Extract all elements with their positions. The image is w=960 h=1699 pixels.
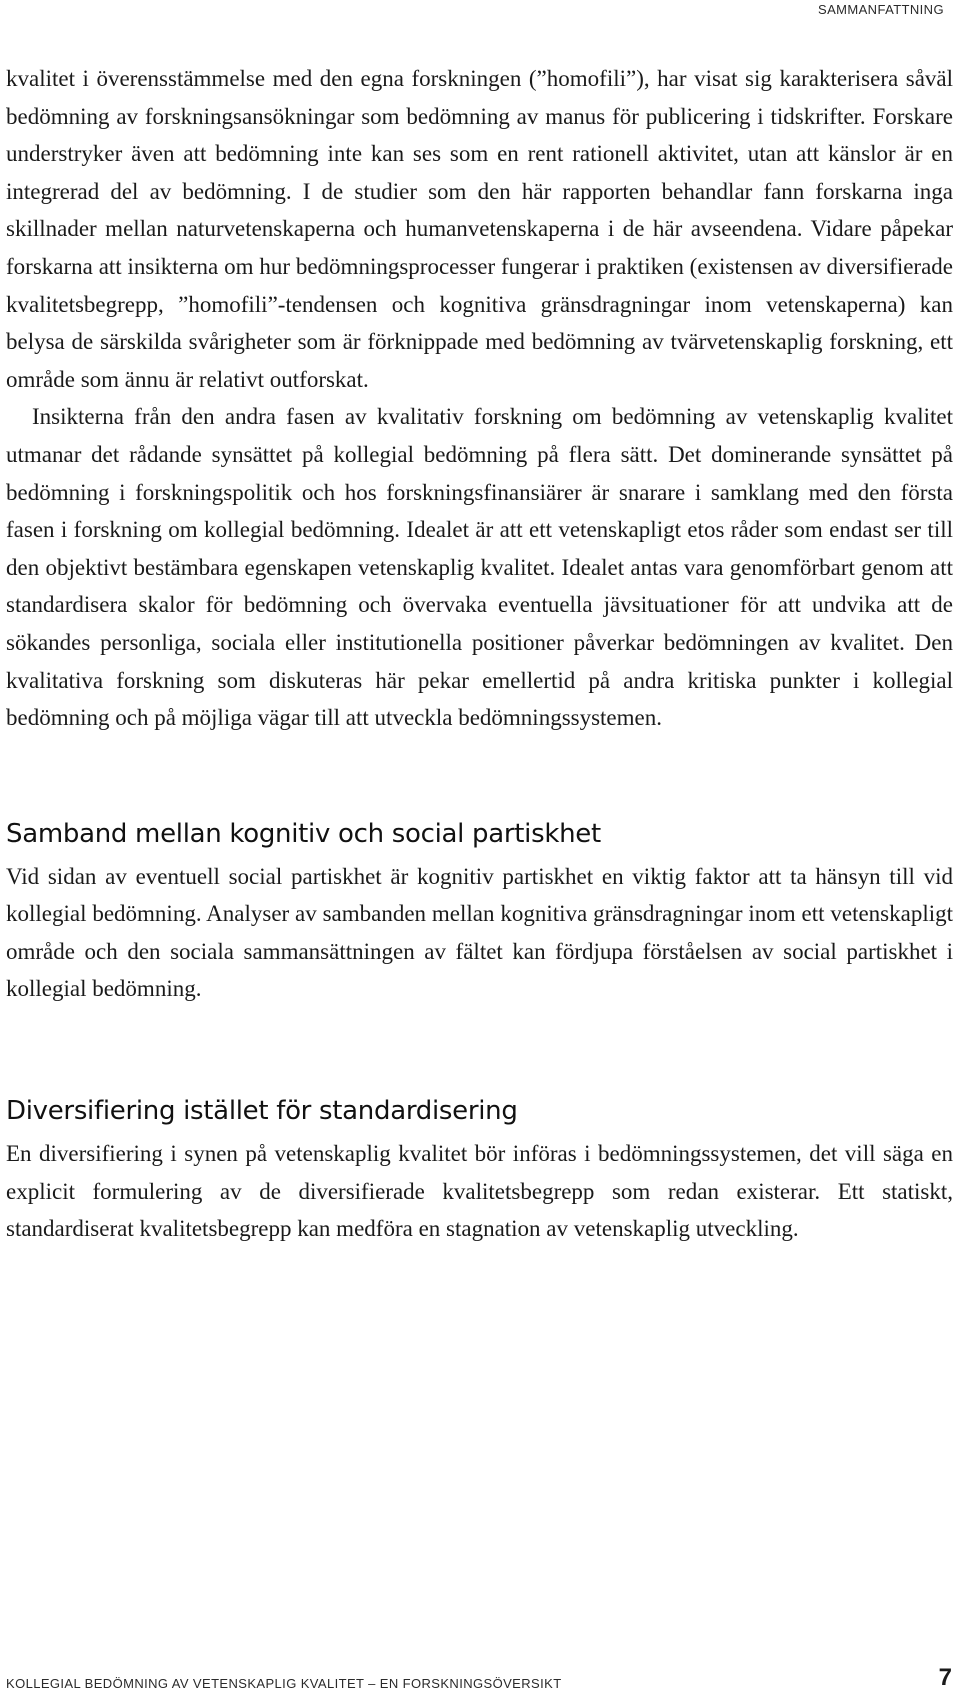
body-paragraph-2: Insikterna från den andra fasen av kvalitativ forskning om bedömning av vetenskaplig kvalitet utmanar det rådande synsättet på kollegial bedömning på flera sätt. Det dominerande synsättet på bedömning i forskningspolitik och hos forskningsfinansiärer är snarare i samklang med den första fasen i forskning om kollegial bedömning. Idealet är att ett vetenskapligt etos råder som endast ser till den objektivt bestämbara egenskapen vetenskaplig kvalitet. Idealet antas vara genomförbart genom att standardisera skalor för bedömning och övervaka eventuella jävsituationer för att undvika att de sökandes personliga, sociala eller institutionella positioner påverkar bedömningen av kvalitet. Den kvalitativa forskning som diskuteras här pekar emellertid på andra kritiska punkter i kollegial bedömning och på möjliga vägar till att utveckla bedömningssystemen. <box>6 404 953 731</box>
section-1-paragraph: Vid sidan av eventuell social partiskhet är kognitiv partiskhet en viktig faktor att ta hänsyn till vid kollegial bedömning. Analyser av sambanden mellan kognitiva gränsdragningar inom ett vetenskapligt område och den sociala sammansättningen av fältet kan fördjupa förståelsen av social partiskhet i kollegial bedömning. <box>6 863 953 1002</box>
section-heading-cognitive-social-bias: Samband mellan kognitiv och social partiskhet <box>6 818 601 849</box>
body-paragraph-1: kvalitet i överensstämmelse med den egna forskningen (”homofili”), har visat sig karakterisera såväl bedömning av forskningsansökningar som bedömning av manus för publicering i tidskrifter. Forskare understryker även att bedömning inte kan ses som en rent rationell aktivitet, utan att känslor är en integrerad del av bedömning. I de studier som den här rapporten behandlar fann forskarna inga skillnader mellan naturvetenskaperna och humanvetenskaperna i de här avseendena. Vidare påpekar forskarna att insikterna om hur bedömningsprocesser fungerar i praktiken (existensen av diversifierade kvalitetsbegrepp, ”homofili”-tendensen och kognitiva gränsdragningar inom vetenskaperna) kan belysa de särskilda svårigheter som är förknippade med bedömning av tvärvetenskaplig forskning, ett område som ännu är relativt outforskat. <box>6 66 953 392</box>
section-2-paragraph: En diversifiering i synen på vetenskaplig kvalitet bör införas i bedömningssystemen, det vill säga en explicit formulering av de diversifierade kvalitetsbegrepp som redan existerar. Ett statiskt, standardiserat kvalitetsbegrepp kan medföra en stagnation av vetenskaplig utveckling. <box>6 1141 953 1242</box>
page-body <box>6 60 953 1248</box>
page-number: 7 <box>938 1664 952 1691</box>
section-heading-diversification: Diversifiering istället för standardisering <box>6 1096 518 1127</box>
running-header: SAMMANFATTNING <box>818 2 944 17</box>
footer-book-title: KOLLEGIAL BEDÖMNING AV VETENSKAPLIG KVALITET – EN FORSKNINGSÖVERSIKT <box>6 1676 562 1691</box>
